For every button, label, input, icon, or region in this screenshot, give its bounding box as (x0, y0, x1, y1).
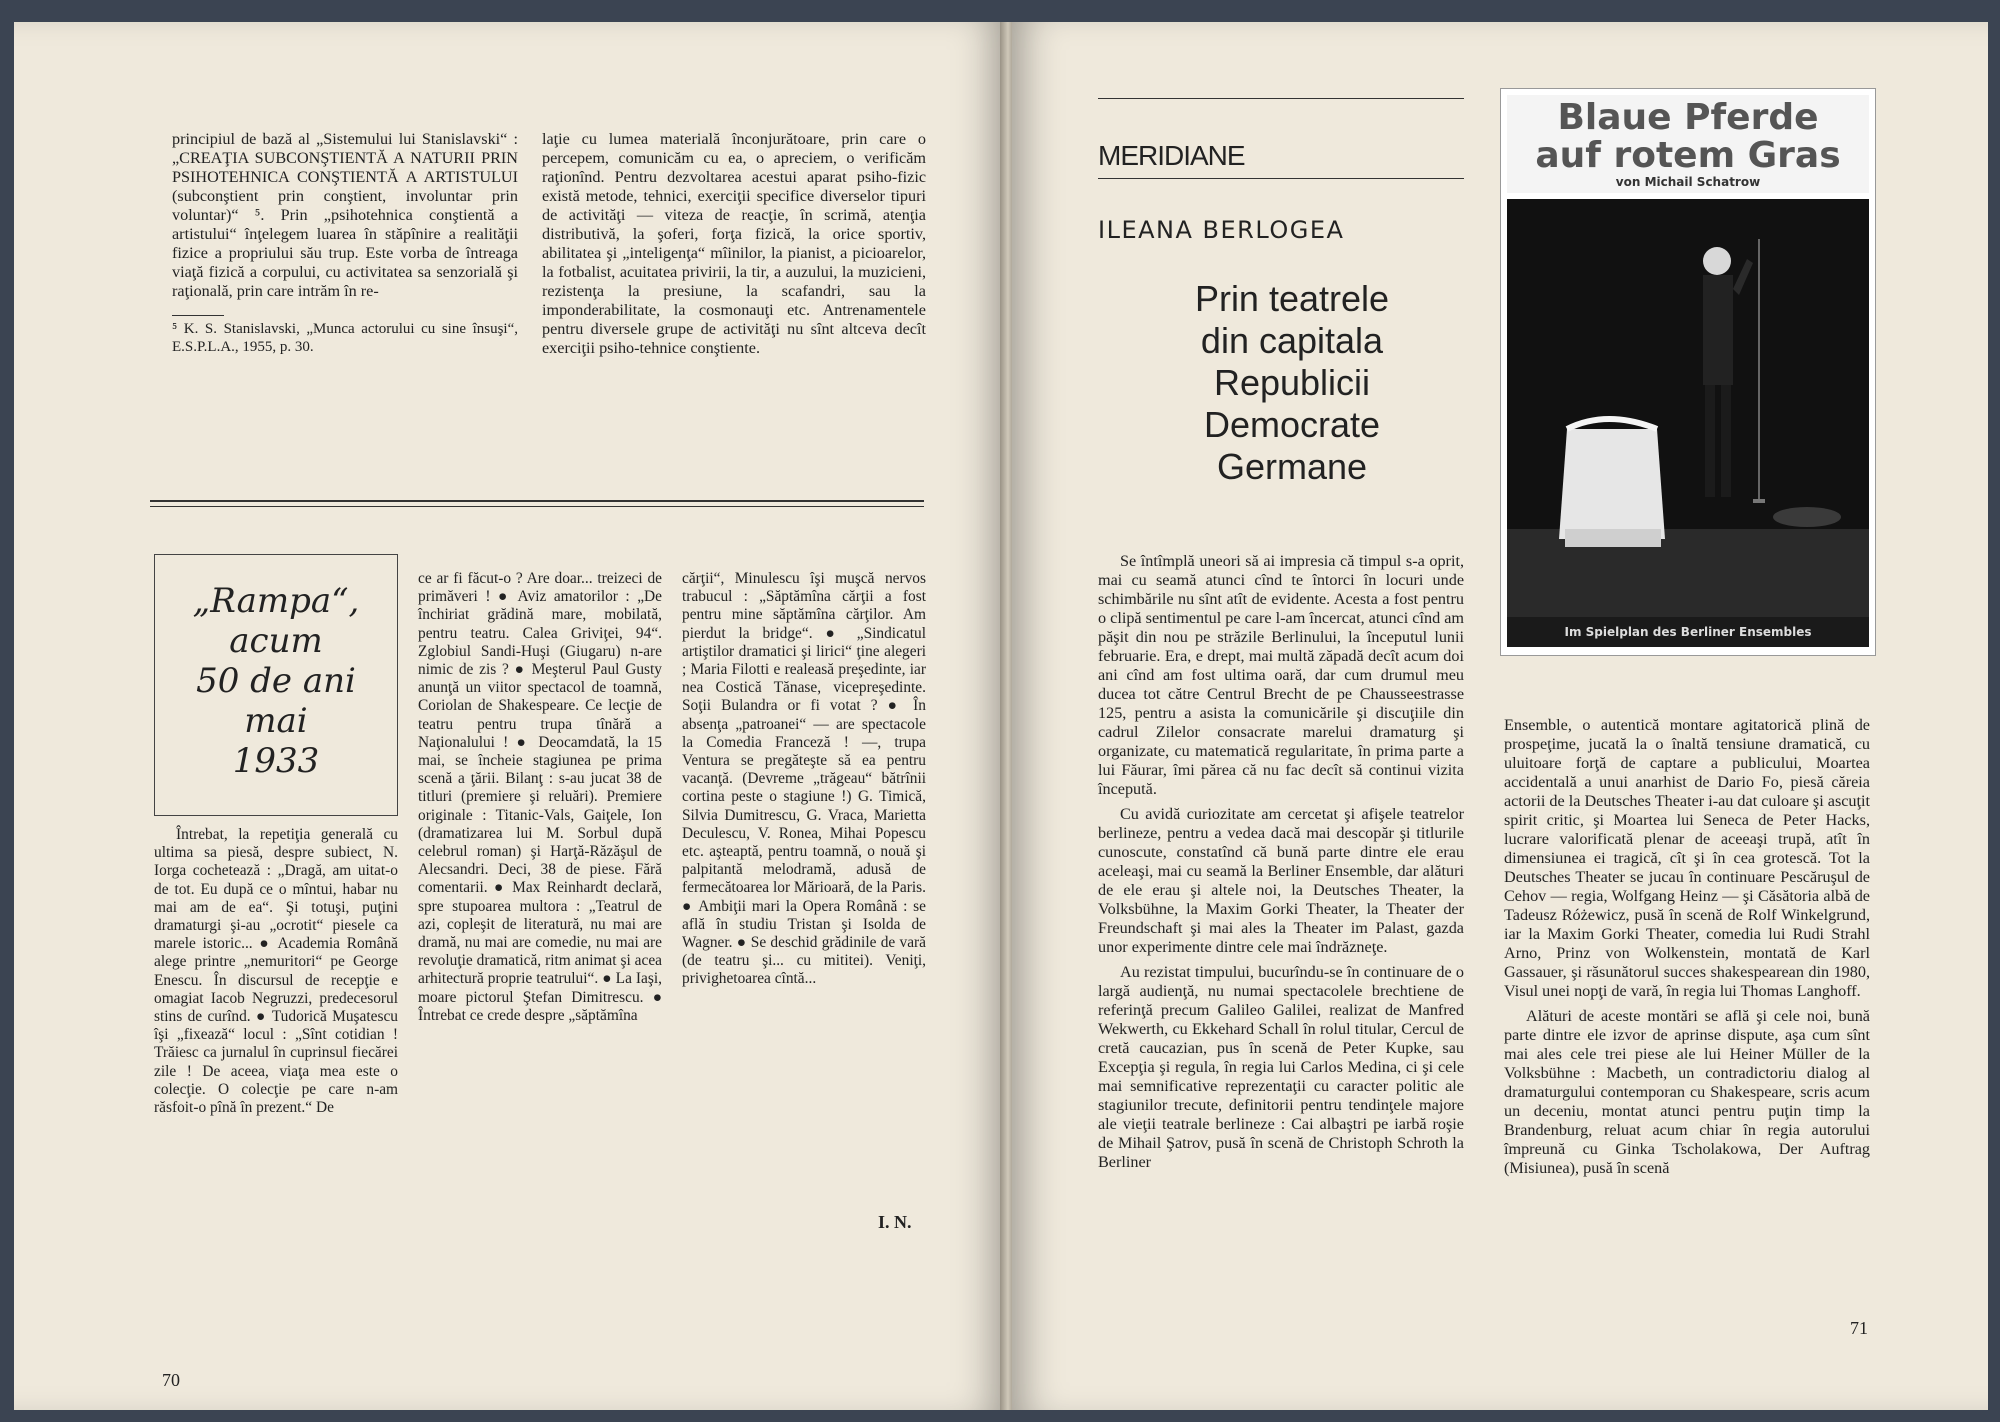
paragraph: principiul de bază al „Sistemului lui Stanislavski“ : „CREAŢIA SUBCONŞTIENTĂ A NATURII PRIN PSIHOTEHNICA CONŞTIENTĂ A ARTISTULUI (subconştient prin conştient, involuntar prin voluntar)“ ⁵. Prin „psihotehnica conştientă a artistului“ înţelegem luarea în stăpînire a realităţii fizice a propriului său trup. Este vorba de întreaga viaţă fizică a corpului, cu activitatea sa senzorială şi raţională, prin care intrăm în re- (172, 130, 518, 300)
signature: I. N. (878, 1212, 912, 1232)
box-title-line: 1933 (232, 741, 320, 781)
paragraph: Se întîmplă uneori să ai impresia că timpul s-a oprit, mai cu seamă atunci cînd te întorci în locuri unde schimbările nu sînt atît de evidente. Acesta a fost pentru o clipă sentimentul pe care l-am încercat, atunci cînd am păşit din nou pe străzile Berlinului, la începutul lunii februarie. Era, e drept, mai multă zăpadă decît acum doi ani cînd am fost ultima oară, dar cum drumul meu ducea tot către Centrul Brecht de pe Chausseestrasse 125, pentru a asista la comunicările şi discuţiile din cadrul Zilelor consacrate marelui dramaturg şi organizate, cu matematică regularitate, în prima parte a lui Făurar, îmi părea că nu fac decît să continui vizita începută. (1098, 552, 1464, 798)
headline-line: din capitala (1200, 320, 1384, 361)
top-column-1 (172, 130, 518, 362)
box-title-line: „Rampa“, (192, 581, 360, 621)
bottom-column-1 (154, 826, 398, 1123)
theatre-photo (1500, 88, 1876, 656)
article-column-1 (1098, 552, 1464, 1178)
photo-caption: Im Spielplan des Berliner Ensembles (1507, 617, 1869, 647)
paragraph: Au rezistat timpului, bucurîndu-se în continuare de o largă audienţă, nu numai spectacolele brechtiene de referinţă precum Galileo Galilei, realizat de Manfred Wekwerth, cu Ekkehard Schall în rolul titular, Cercul de cretă caucazian, pus în scenă de Peter Kupke, sau Excepţia şi regula, în regia lui Carlos Medina, ci şi cele mai semnificative reprezentaţii cu caracter politic ale stagiunilor trecute, definitorii pentru tendinţele majore ale vieţii teatrale berlineze : Cai albaştri pe iarbă roşie de Mihail Şatrov, pusă în scenă de Christoph Schroth la Berliner (1098, 963, 1464, 1171)
right-page (1012, 22, 1988, 1410)
paragraph: Ensemble, o autentică montare agitatorică plină de prospeţime, jucată la o înaltă tensiune dramatică, cu uluitoare forţă de captare a publicului, Moartea accidentală a unui anarhist de Dario Fo, piesă căreia actorii de la Deutsches Theater i-au dat culoare şi ascuţit spirit critic, şi Moartea lui Seneca de Peter Hacks, lucrare valorificată plenar de aceeaşi trupă, atît în dimensiunea ei tragică, cît şi în cea grotescă. Tot la Deutsches Theater se jucau în continuare Pescăruşul de Cehov — regia, Wolfgang Heinz — şi Căsătoria albă de Tadeusz Różewicz, pusă în scenă de Rolf Winkelgrund, iar la Maxim Gorki Theater, comedia lui Rudi Strahl Arno, Prinz von Wolkenstein, montată de Karl Gassauer, şi răsunătorul succes shakespearean din 1980, Visul unei nopţi de vară, în regia lui Thomas Langhoff. (1504, 716, 1871, 1000)
poster-header (1507, 95, 1869, 193)
paragraph: ce ar fi făcut-o ? Are doar... treizeci de primăveri ! ● Aviz amatorilor : „De închiriat grădină mare, mobilată, pentru teatru. Calea Griviţei, 94“. Zglobiul Sandi-Huşi (Giugaru) n-are nimic de zis ? ● Meşterul Paul Gusty anunţă un viitor spectacol de toamnă, Coriolan de Shakespeare. Ce lecţie de teatru pentru trupa tînără a Naţionalului ! ● Deocamdată, la 15 mai, se încheie stagiunea pe prima scenă a ţării. Bilanţ : s-au jucat 38 de titluri (premiere şi reluări). Premiere originale : Titanic-Vals, Gaiţele, Ion (dramatizarea lui M. Sorbul după celebrul roman) şi Harţă-Răzăşul de Alecsandri. Deci, 38 de piese. Fără comentarii. ● Max Reinhardt declară, spre stupoarea multora : „Teatrul de azi, copleşit de literatură, nu mai are dramă, nu mai are comedie, nu mai are revoluţie dramatică, ritm animat şi acea arhitectură proprie teatrului“. ● La Iaşi, moare pictorul Ştefan Dimitrescu. ● Întrebat ce crede despre „săptămîna (418, 570, 662, 1024)
top-column-2 (542, 130, 926, 364)
stage-scene (1507, 199, 1869, 619)
article-headline (1122, 278, 1462, 488)
headline-line: Prin teatrele (1194, 278, 1390, 319)
rampa-title-box (154, 554, 398, 816)
headline-line: Germane (1216, 446, 1368, 487)
footnote: ⁵ K. S. Stanislavski, „Munca actorului cu sine însuşi“, E.S.P.L.A., 1955, p. 30. (172, 321, 518, 355)
poster-author: von Michail Schatrow (1615, 175, 1761, 189)
author-name: ILEANA BERLOGEA (1098, 216, 1345, 244)
paragraph: Alături de aceste montări se află şi cele noi, bună parte dintre ele izvor de aprinse dispute, aşa cum sînt mai ales cele trei piese ale lui Heiner Müller de la Volksbühne : Macbeth, un contradictoriu dialog al dramaturgului contemporan cu Shakespeare, scris acum un deceniu, montat atunci pentru puţin timp la Brandenburg, reluat acum chiar în regia autorului împreună cu Ginka Tscholakowa, Der Auftrag (Misiunea), pusă în scenă (1504, 1007, 1870, 1177)
bottom-column-2 (418, 570, 662, 1031)
page-number: 70 (162, 1370, 180, 1390)
box-title-line: 50 de ani (196, 661, 356, 701)
box-title-line: mai (244, 701, 308, 741)
headline-line: Democrate (1203, 404, 1381, 445)
rubric-title: MERIDIANE (1098, 140, 1245, 171)
box-title-line: acum (229, 621, 323, 661)
poster-title-line: Blaue Pferde (1557, 97, 1819, 138)
stage-illustration (1507, 199, 1869, 619)
section-divider-thin (150, 506, 924, 507)
paragraph: Cu avidă curiozitate am cercetat şi afişele teatrelor berlineze, pentru a vedea dacă mai descopăr şi titlurile cunoscute, constatînd că bună parte dintre ele erau aceleaşi, mai cu seamă la Berliner Ensemble, dar alături de ele erau şi altele noi, la Deutsches Theater, la Volksbühne, la Maxim Gorki Theater, la Theater der Freundschaft şi mai ales la Theater im Palast, gazda unor experimente dintre cele mai îndrăzneţe. (1098, 805, 1464, 956)
rubric-rule-top (1098, 98, 1464, 99)
poster-title-line: auf rotem Gras (1535, 135, 1841, 176)
paragraph: laţie cu lumea materială înconjurătoare, prin care o percepem, comunicăm cu ea, o apreciem, o verificăm raţionînd. Pentru dezvoltarea acestui aparat psiho-fizic există metode, tehnici, exerciţii specifice diverselor tipuri de activităţi — viteza de reacţie, în scrimă, atenţia distributivă, la şoferi, forţa fizică, la orice sportiv, abilitatea şi „inteligenţa“ mîinilor, la pianist, a picioarelor, la fotbalist, acuitatea privirii, la tir, a auzului, la muzicieni, rezistenţa la presiune, la scafandri, sau la imponderabilitate, la cosmonauţi etc. Antrenamentele pentru diversele grupe de activităţi nu sînt altceva decît exerciţii psiho-tehnice conştiente. (542, 130, 926, 357)
rubric-rule-bottom (1098, 178, 1464, 179)
paragraph: Întrebat, la repetiţia generală cu ultima sa piesă, despre subiect, N. Iorga cochetează : „Dragă, am uitat-o de tot. Eu după ce o mîntui, habar nu mai am de ea“. Şi totuşi, puţini dramaturgi şi-au „ocrotit“ piesele ca marele istoric... ● Academia Română alege printre „nemuritori“ pe George Enescu. În discursul de recepţie e omagiat Iacob Negruzzi, predecesorul stins de curînd. ● Tudorică Muşatescu îşi „fixează“ locul : „Sînt cotidian ! Trăiesc ca jurnalul în cuprinsul fiecărei zile ! De aceea, viaţa mea este o colecţie. O colecţie pe care n-am răsfoit-o pînă în prezent.“ De (154, 826, 398, 1117)
headline-line: Republicii (1213, 362, 1371, 403)
footnote-rule (172, 315, 224, 316)
bottom-column-3 (682, 570, 926, 995)
paragraph: cărţii“, Minulescu îşi muşcă nervos trabucul : „Săptămîna cărţii a fost pentru mine săptămîna cărţilor. Am pierdut la bridge“. ● „Sindicatul artiştilor dramatici şi lirici“ ţine alegeri ; Maria Filotti e realeasă preşedinte, iar nea Costică Tănase, vicepreşedinte. Soţii Bulandra or fi votat ? ● În absenţa „patroanei“ — are spectacole la Comedia Franceză ! —, trupa Ventura se pregăteşte să ea pentru vacanţă. (Devreme „trăgeau“ bătrînii cortina peste o stagiune !) G. Timică, Silvia Dumitrescu, G. Vraca, Marietta Deculescu, V. Ronea, Mihai Popescu etc. aşteaptă, pentru toamnă, o nouă şi palpitantă melodramă, adusă de fermecătoarea lor Mărioară, de la Paris. ● Ambiţii mari la Opera Română : se află în studiu Tristan şi Isolda de Wagner. ● Se deschid grădinile de vară (de teatru şi... cu mititei). Veniţi, privighetoarea cîntă... (682, 570, 926, 988)
section-divider (150, 500, 924, 502)
article-column-2 (1504, 716, 1870, 1184)
left-page (14, 22, 1004, 1410)
page-number: 71 (1850, 1318, 1868, 1338)
